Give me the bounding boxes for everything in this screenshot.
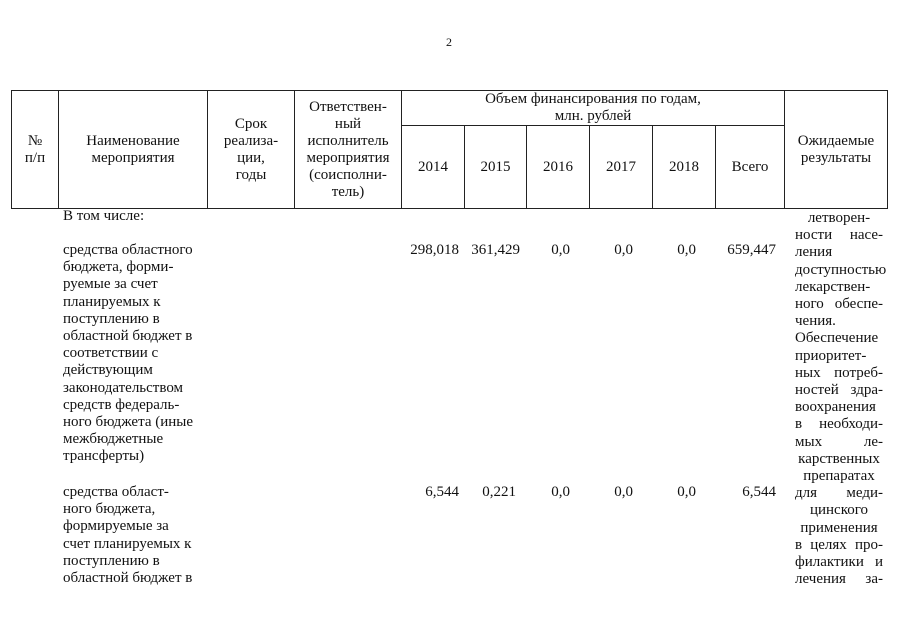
header-name: Наименование мероприятия	[59, 91, 208, 209]
header-number: № п/п	[12, 91, 59, 209]
row-2-value-2014: 6,544	[425, 484, 459, 500]
header-year-2014: 2014	[402, 126, 465, 209]
row-2-name: средства област- ного бюджета, формируемые за счет планируемых к поступлению в областной бюджет в	[63, 484, 193, 587]
header-funding: Объем финансирования по годам, млн. рублей	[402, 91, 785, 126]
row-1-value-2018: 0,0	[677, 242, 696, 258]
header-year-2018: 2018	[653, 126, 716, 209]
header-term: Срок реализа- ции, годы	[208, 91, 295, 209]
row-2-value-2017: 0,0	[614, 484, 633, 500]
row-1-name: средства областного бюджета, форми- руемые за счет планируемых к поступлению в областной бюджет в соответствии с действующим законодательством средств федераль- ного бюджета (иные межбюджетные трансферты)	[63, 242, 194, 465]
row-2-value-2015: 0,221	[482, 484, 516, 500]
row-2-value-2018: 0,0	[677, 484, 696, 500]
row-2-value-2016: 0,0	[551, 484, 570, 500]
row-1-value-2015: 361,429	[471, 242, 520, 258]
row-1-value-2014: 298,018	[410, 242, 459, 258]
row-1-value-2017: 0,0	[614, 242, 633, 258]
row-1-value-total: 659,447	[727, 242, 776, 258]
header-results: Ожидаемые результаты	[785, 91, 888, 209]
header-year-2015: 2015	[465, 126, 527, 209]
header-year-2017: 2017	[590, 126, 653, 209]
including-label: В том числе:	[63, 208, 145, 224]
header-executor: Ответствен- ный исполнитель мероприятия (соисполни- тель)	[295, 91, 402, 209]
row-2-value-total: 6,544	[742, 484, 776, 500]
header-year-2016: 2016	[527, 126, 590, 209]
table-header	[11, 90, 888, 209]
row-1-value-2016: 0,0	[551, 242, 570, 258]
header-year-total: Всего	[716, 126, 785, 209]
page-number: 2	[446, 35, 452, 49]
expected-results-text: летворен- ности насе- ления доступностью лекарствен- ного обеспе- чения. Обеспечение приоритет- ных потреб- ностей здра- воохранения в необходи- мых ле- карственных препаратах для меди- цинского применения в целях про- филактики и лечения за-	[795, 210, 887, 588]
